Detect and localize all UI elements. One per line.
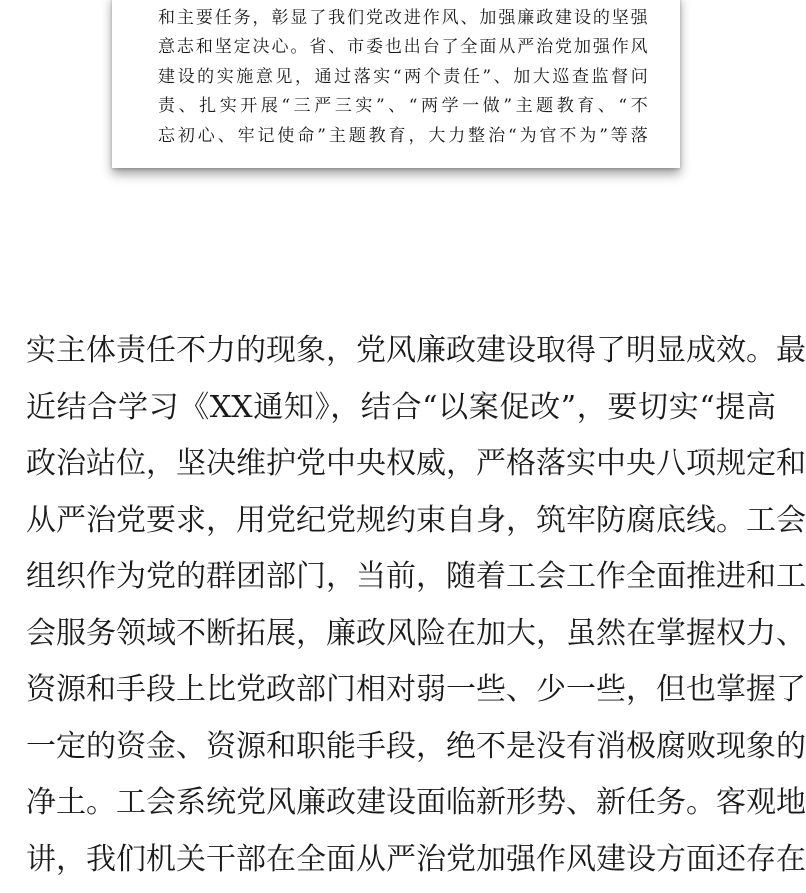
body-line: 组织作为党的群团部门，当前，随着工会工作全面推进和工	[26, 554, 776, 611]
body-line: 讲，我们机关干部在全面从严治党加强作风建设方面还存在	[26, 837, 776, 893]
quote-card	[112, 0, 680, 168]
body-line: 净土。工会系统党风廉政建设面临新形势、新任务。客观地	[26, 780, 776, 837]
body-line: 从严治党要求，用党纪党规约束自身，筑牢防腐底线。工会	[26, 498, 776, 555]
body-line: 政治站位，坚决维护党中央权威，严格落实中央八项规定和	[26, 441, 776, 498]
body-line: 实主体责任不力的现象，党风廉政建设取得了明显成效。最	[26, 328, 776, 385]
quote-line: 意志和坚定决心。省、市委也出台了全面从严治党加强作风	[158, 33, 648, 62]
body-line: 资源和手段上比党政部门相对弱一些、少一些，但也掌握了	[26, 667, 776, 724]
quote-line: 责、扎实开展“三严三实”、“两学一做”主题教育、“不	[158, 92, 648, 121]
body-line: 会服务领域不断拓展，廉政风险在加大，虽然在掌握权力、	[26, 611, 776, 668]
quote-line: 建设的实施意见，通过落实“两个责任”、加大巡查监督问	[158, 63, 648, 92]
quote-line: 和主要任务，彰显了我们党改进作风、加强廉政建设的坚强	[158, 4, 648, 33]
body-paragraph	[26, 328, 776, 893]
quote-line: 忘初心、牢记使命”主题教育，大力整治“为官不为”等落	[158, 122, 648, 151]
body-line: 一定的资金、资源和职能手段，绝不是没有消极腐败现象的	[26, 724, 776, 781]
quote-card-text	[158, 4, 648, 151]
body-line: 近结合学习《XX通知》，结合“以案促改”，要切实“提高	[26, 385, 776, 442]
